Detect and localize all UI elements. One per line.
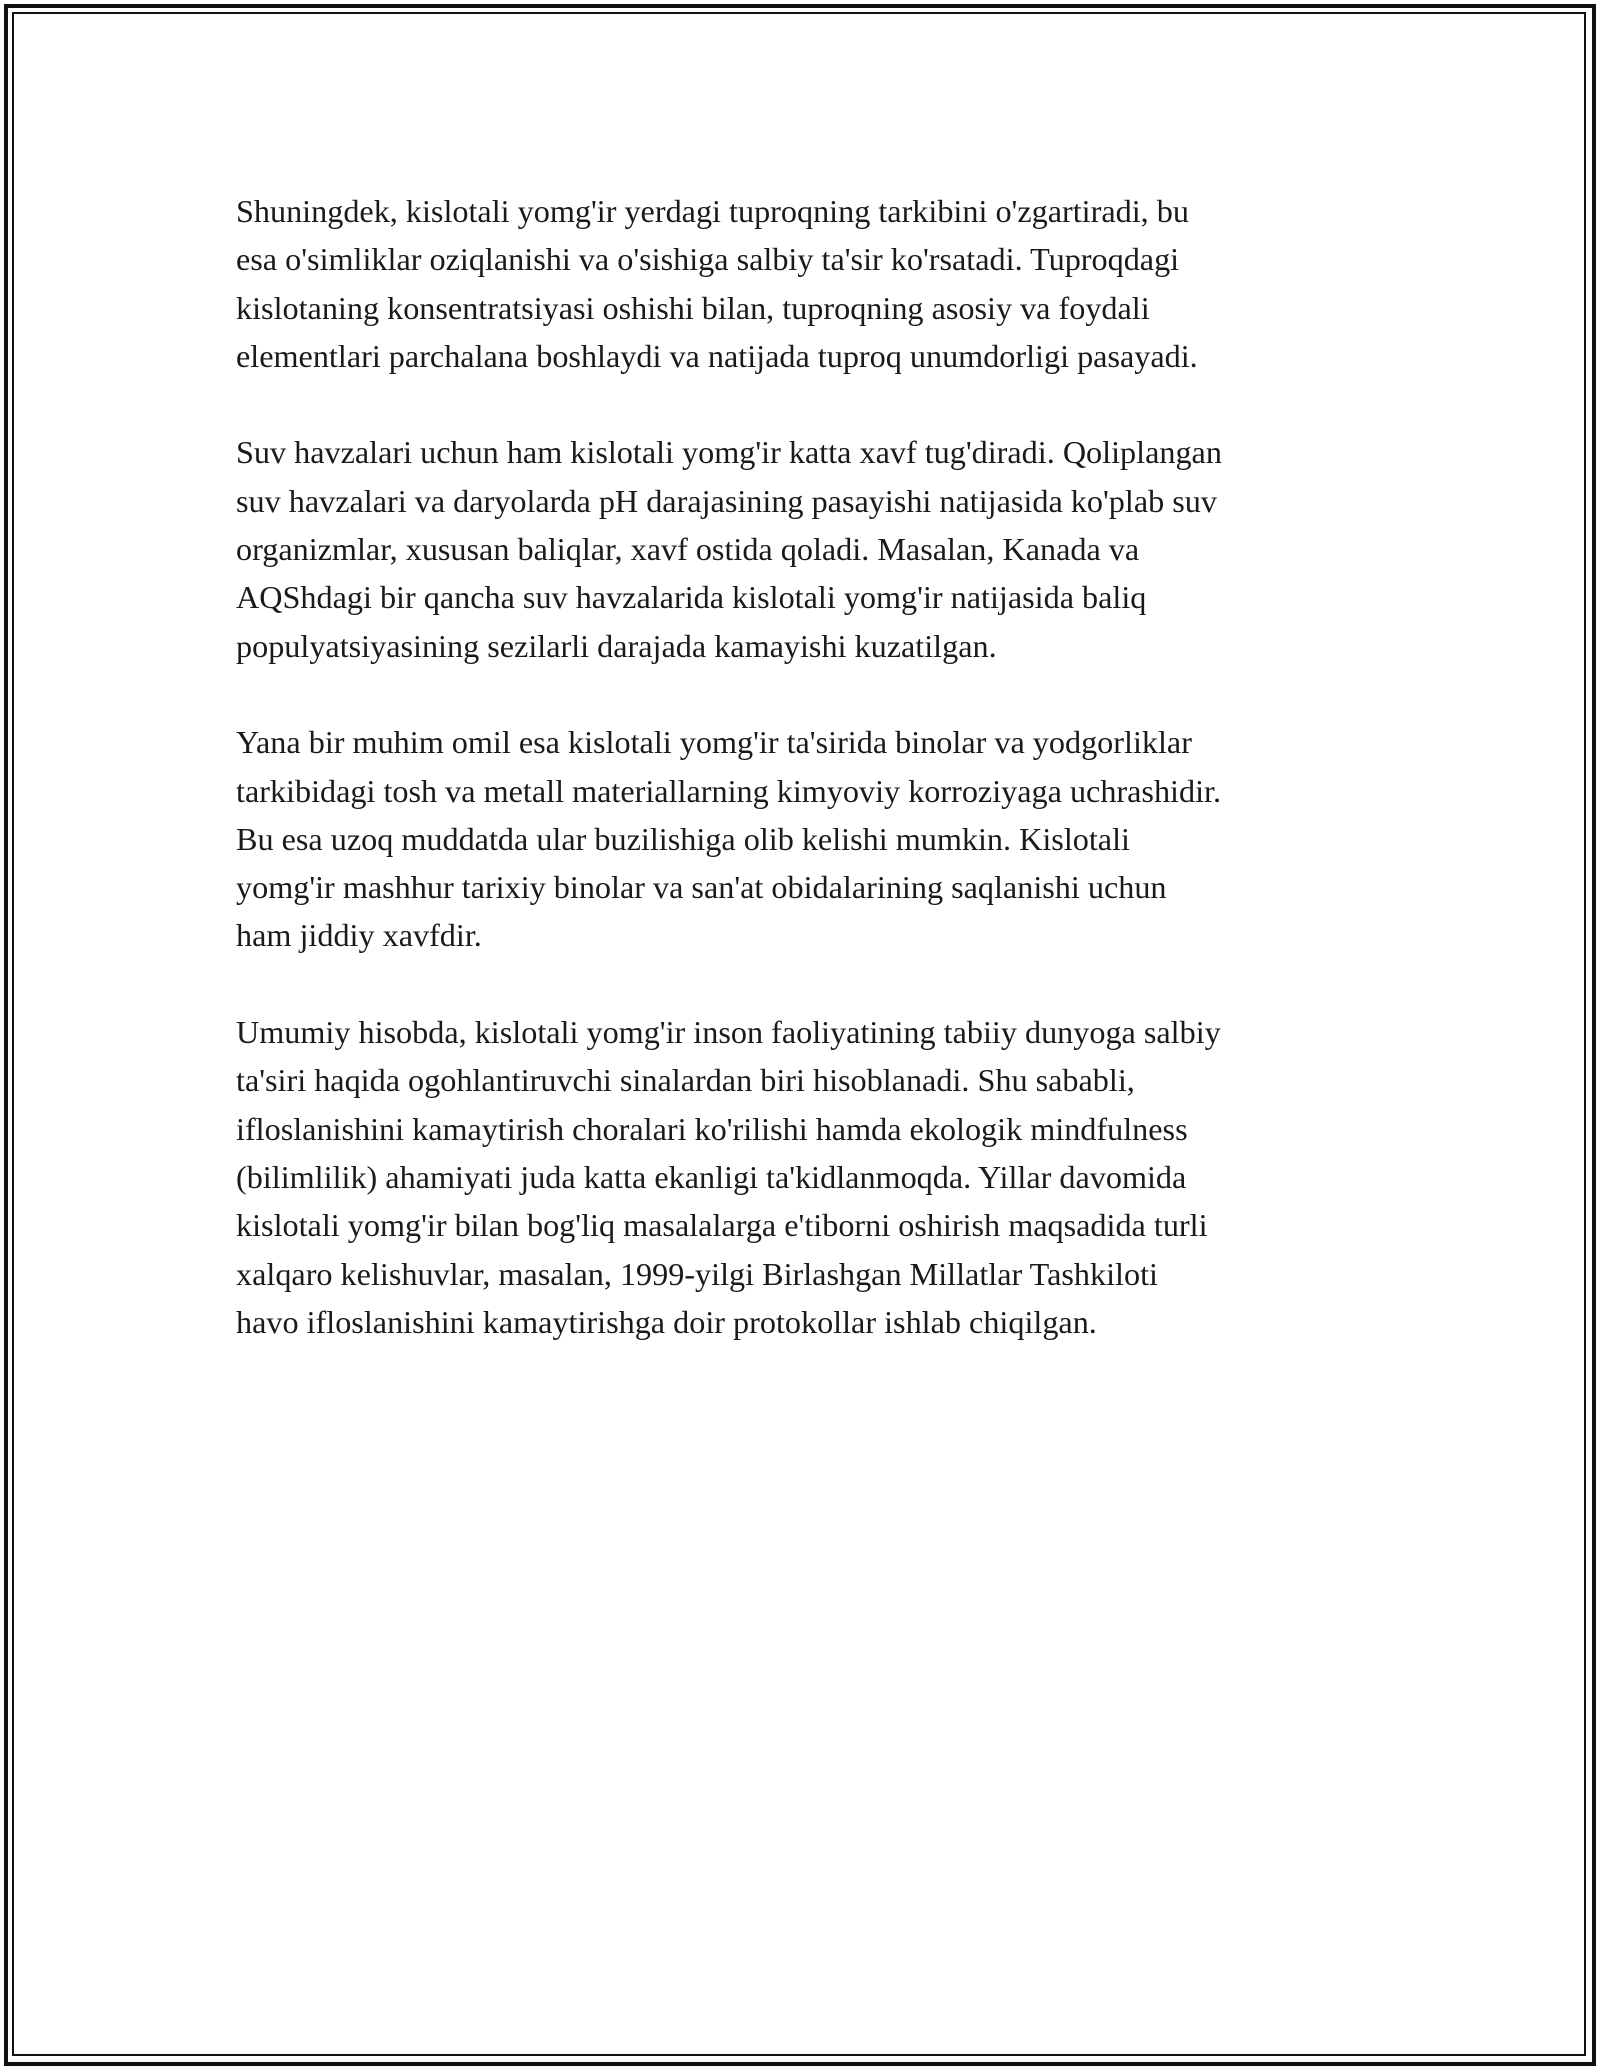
- text-line: Bu esa uzoq muddatda ular buzilishiga olib kelishi mumkin. Kislotali: [236, 820, 1130, 857]
- text-line: tarkibidagi tosh va metall materiallarning kimyoviy korroziyaga uchrashidir.: [236, 772, 1222, 809]
- text-line: kislotali yomg'ir bilan bog'liq masalalarga e'tiborni oshirish maqsadida turli: [236, 1207, 1208, 1244]
- paragraph-conclusion: [236, 1008, 1366, 1346]
- text-line: esa o'simliklar oziqlanishi va o'sishiga salbiy ta'sir ko'rsatadi. Tuproqdagi: [236, 241, 1180, 278]
- text-line: (bilimlilik) ahamiyati juda katta ekanligi ta'kidlanmoqda. Yillar davomida: [236, 1158, 1187, 1195]
- text-line: ta'siri haqida ogohlantiruvchi sinalardan biri hisoblanadi. Shu sababli,: [236, 1062, 1135, 1099]
- text-line: ham jiddiy xavfdir.: [236, 917, 482, 954]
- text-line: havo ifloslanishini kamaytirishga doir protokollar ishlab chiqilgan.: [236, 1303, 1097, 1340]
- paragraph-buildings: [236, 718, 1366, 959]
- text-line: elementlari parchalana boshlaydi va natijada tuproq unumdorligi pasayadi.: [236, 337, 1198, 374]
- text-line: organizmlar, xususan baliqlar, xavf ostida qoladi. Masalan, Kanada va: [236, 531, 1140, 568]
- text-line: xalqaro kelishuvlar, masalan, 1999-yilgi Birlashgan Millatlar Tashkiloti: [236, 1255, 1158, 1292]
- text-line: ifloslanishini kamaytirish choralari ko'rilishi hamda ekologik mindfulness: [236, 1110, 1188, 1147]
- text-line: Umumiy hisobda, kislotali yomg'ir inson faoliyatining tabiiy dunyoga salbiy: [236, 1014, 1221, 1051]
- text-line: kislotaning konsentratsiyasi oshishi bilan, tuproqning asosiy va foydali: [236, 289, 1150, 326]
- text-line: Shuningdek, kislotali yomg'ir yerdagi tuproqning tarkibini o'zgartiradi, bu: [236, 193, 1189, 229]
- text-line: Yana bir muhim omil esa kislotali yomg'ir ta'sirida binolar va yodgorliklar: [236, 724, 1192, 761]
- text-line: populyatsiyasining sezilarli darajada kamayishi kuzatilgan.: [236, 627, 997, 664]
- document-body: [236, 187, 1366, 1394]
- text-line: yomg'ir mashhur tarixiy binolar va san'at obidalarining saqlanishi uchun: [236, 869, 1167, 906]
- text-line: Suv havzalari uchun ham kislotali yomg'ir katta xavf tug'diradi. Qoliplangan: [236, 434, 1222, 471]
- paragraph-soil: [236, 187, 1366, 380]
- paragraph-water: [236, 428, 1366, 669]
- text-line: AQShdagi bir qancha suv havzalarida kislotali yomg'ir natijasida baliq: [236, 579, 1147, 616]
- text-line: suv havzalari va daryolarda pH darajasining pasayishi natijasida ko'plab suv: [236, 482, 1217, 519]
